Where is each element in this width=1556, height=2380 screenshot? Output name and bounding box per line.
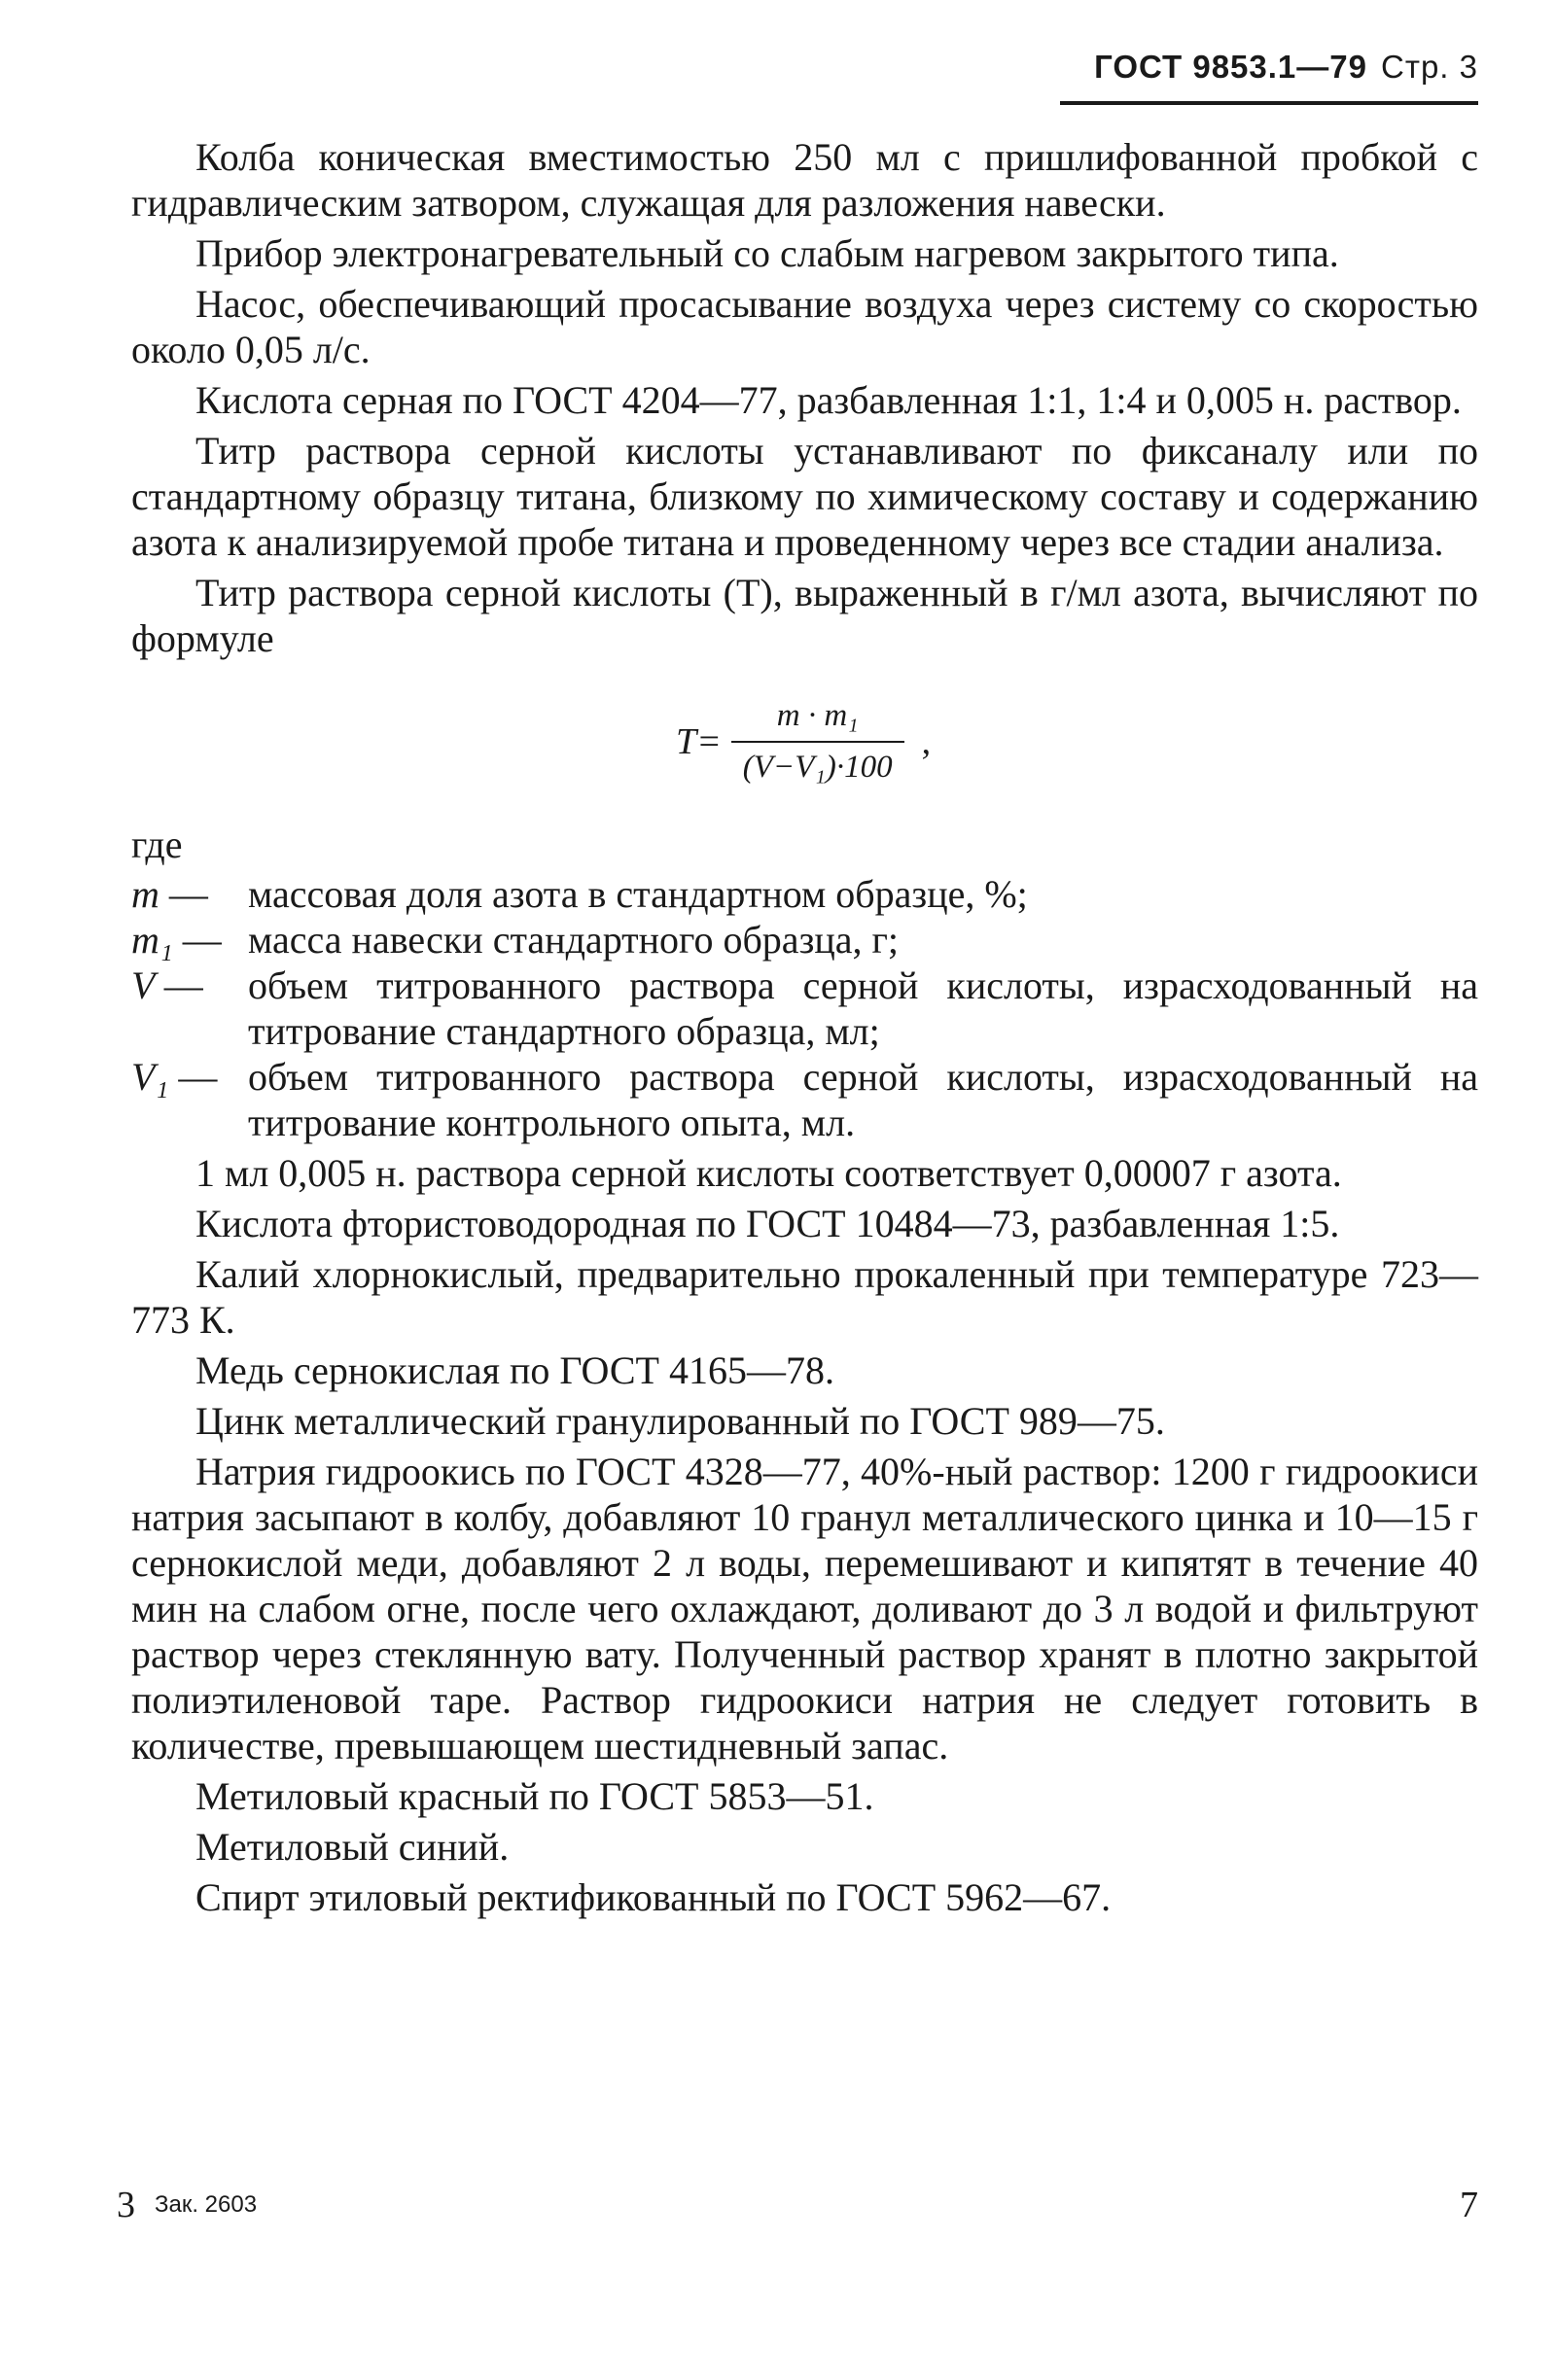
formula-block	[131, 672, 1478, 816]
page-number: 7	[1460, 2185, 1478, 2225]
definition-list	[131, 871, 1478, 1150]
page-label: Стр. 3	[1381, 49, 1478, 85]
definition-symbol: V —	[131, 963, 203, 1007]
definition-symbol: m —	[131, 872, 208, 916]
definition-item	[131, 1054, 1478, 1145]
paragraph: Метиловый красный по ГОСТ 5853—51.	[195, 1774, 874, 1818]
definition-item	[131, 917, 1478, 962]
paragraph: Калий хлорнокислый, предварительно прокаленный при температуре 723—773 К.	[131, 1252, 1478, 1342]
formula-numerator: m · m₁	[776, 698, 859, 733]
paragraph: Прибор электронагревательный со слабым нагревом закрытого типа.	[195, 231, 1339, 275]
paragraph: Спирт этиловый ректификованный по ГОСТ 5962—67.	[195, 1875, 1112, 1919]
order-number: Зак. 2603	[155, 2191, 258, 2218]
paragraph: Натрия гидроокись по ГОСТ 4328—77, 40%-ный раствор: 1200 г гидроокиси натрия засыпают в колбу, добавляют 10 гранул металлического цинка и 10—15 г сернокислой меди, добавляют 2 л воды, перемешивают и кипятят в течение 40 мин на слабом огне, после чего охлаждают, доливают до 3 л водой и фильтруют раствор через стеклянную вату. Полученный раствор хранят в плотно закрытой полиэтиленовой таре. Раствор гидроокиси натрия не следует готовить в количестве, превышающем шестидневный запас.	[131, 1450, 1478, 1768]
paragraph: Титр раствора серной кислоты (T), выраженный в г/мл азота, вычисляют по формуле	[131, 571, 1478, 660]
definition-text: объем титрованного раствора серной кислоты, израсходованный на титрование стандартного образца, мл;	[248, 963, 1478, 1053]
definition-text: объем титрованного раствора серной кислоты, израсходованный на титрование контрольного опыта, мл.	[248, 1055, 1478, 1144]
paragraph: Колба коническая вместимостью 250 мл с пришлифованной пробкой с гидравлическим затвором, служащая для разложения навески.	[131, 135, 1478, 225]
formula-denominator: (V−V₁)·100	[742, 750, 893, 785]
formula-trail: ,	[921, 720, 932, 762]
paragraph: Насос, обеспечивающий просасывание воздуха через систему со скоростью около 0,05 л/с.	[131, 282, 1478, 371]
page-header	[1060, 49, 1478, 86]
paragraph: Кислота фтористоводородная по ГОСТ 10484—73, разбавленная 1:5.	[195, 1202, 1340, 1245]
document-body	[131, 134, 1478, 1925]
definition-text: массовая доля азота в стандартном образце, %;	[248, 872, 1028, 916]
definition-item	[131, 962, 1478, 1054]
paragraph: Кислота серная по ГОСТ 4204—77, разбавленная 1:1, 1:4 и 0,005 н. раствор.	[195, 378, 1462, 422]
header-rule	[1060, 101, 1478, 105]
definition-symbol: V₁ —	[131, 1055, 218, 1099]
definition-symbol: m₁ —	[131, 918, 222, 962]
paragraph: Цинк металлический гранулированный по ГОСТ 989—75.	[195, 1399, 1165, 1443]
where-label: где	[131, 822, 183, 866]
standard-code: ГОСТ 9853.1—79	[1094, 49, 1367, 85]
definition-item	[131, 871, 1478, 917]
paragraph: 1 мл 0,005 н. раствора серной кислоты соответствует 0,00007 г азота.	[195, 1151, 1342, 1195]
paragraph: Метиловый синий.	[195, 1825, 510, 1869]
titer-formula	[676, 693, 931, 790]
paragraph: Медь сернокислая по ГОСТ 4165—78.	[195, 1348, 834, 1392]
definition-text: масса навески стандартного образца, г;	[248, 918, 900, 962]
paragraph: Титр раствора серной кислоты устанавливают по фиксаналу или по стандартному образцу титана, близкому по химическому составу и содержанию азота к анализируемой пробе титана и проведенному через все стадии анализа.	[131, 429, 1478, 564]
formula-lhs: T=	[676, 720, 722, 762]
formula-fraction	[731, 693, 904, 790]
signature-number: 3	[117, 2185, 135, 2225]
page-footer-left	[117, 2184, 257, 2226]
